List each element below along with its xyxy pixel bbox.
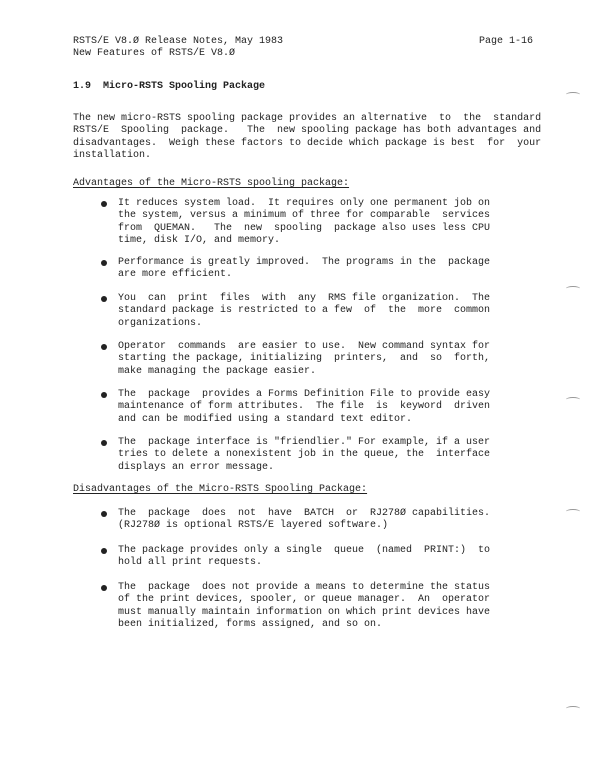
bullet-icon <box>101 344 107 350</box>
disadvantages-heading: Disadvantages of the Micro-RSTS Spooling Package: <box>73 484 368 495</box>
advantage-line: make managing the package easier. <box>118 365 317 377</box>
bullet-icon <box>101 440 107 446</box>
scan-mark <box>566 509 580 514</box>
disadvantage-line: (RJ278Ø is optional RSTS/E layered software.) <box>118 520 389 532</box>
bullet-icon <box>101 548 107 554</box>
advantage-line: time, disk I/O, and memory. <box>118 235 281 247</box>
disadvantage-line: The package does not have BATCH or RJ278Ø capabilities. <box>118 508 490 520</box>
advantage-line: You can print files with any RMS file organization. The <box>118 293 490 305</box>
advantage-line: maintenance of form attributes. The file is keyword driven <box>118 401 491 413</box>
advantage-line: organizations. <box>118 317 203 329</box>
scan-mark <box>566 397 580 402</box>
advantage-line: standard package is restricted to a few of the more common <box>118 305 491 317</box>
page-number: Page 1-16 <box>479 36 534 47</box>
disadvantage-line: The package does not provide a means to determine the status <box>118 582 490 594</box>
disadvantage-line: been initialized, forms assigned, and so on. <box>118 619 383 631</box>
disadvantage-line: must manually maintain information on which print devices have <box>118 606 491 618</box>
document-subtitle: New Features of RSTS/E V8.Ø <box>73 48 236 59</box>
advantage-line: the system, versus a minimum of three for comparable services <box>118 210 491 222</box>
intro-line: The new micro-RSTS spooling package provides an alternative to the standard <box>73 113 542 124</box>
disadvantage-line: of the print devices, spooler, or queue manager. An operator <box>118 594 491 606</box>
bullet-icon <box>101 201 107 207</box>
advantages-heading: Advantages of the Micro-RSTS spooling package: <box>73 178 350 189</box>
bullet-icon <box>101 511 107 517</box>
advantage-line: Performance is greatly improved. The programs in the package <box>118 257 490 269</box>
bullet-icon <box>101 296 107 302</box>
document-title: RSTS/E V8.Ø Release Notes, May 1983 <box>73 36 284 47</box>
bullet-icon <box>101 260 107 266</box>
disadvantage-line: The package provides only a single queue (named PRINT:) to <box>118 545 490 557</box>
disadvantage-line: hold all print requests. <box>118 557 263 569</box>
section-title: Micro-RSTS Spooling Package <box>103 81 266 92</box>
advantage-line: from QUEMAN. The new spooling package also uses less CPU <box>118 222 491 234</box>
section-number: 1.9 <box>73 81 92 92</box>
advantage-line: starting the package, initializing printers, and so forth, <box>118 353 491 365</box>
scan-mark <box>566 92 580 97</box>
intro-line: installation. <box>73 150 152 162</box>
intro-line: RSTS/E Spooling package. The new spooling package has both advantages and <box>73 125 542 137</box>
bullet-icon <box>101 585 107 591</box>
advantage-line: Operator commands are easier to use. New command syntax for <box>118 341 490 353</box>
advantage-line: are more efficient. <box>118 269 233 281</box>
advantage-line: tries to delete a nonexistent job in the queue, the interface <box>118 449 491 461</box>
scan-mark <box>566 706 580 711</box>
bullet-icon <box>101 392 107 398</box>
section-heading <box>73 81 265 93</box>
advantage-line: It reduces system load. It requires only one permanent job on <box>118 198 490 210</box>
advantage-line: The package interface is "friendlier." For example, if a user <box>118 437 490 449</box>
scan-mark <box>566 286 580 291</box>
advantage-line: displays an error message. <box>118 461 275 473</box>
advantage-line: and can be modified using a standard text editor. <box>118 413 413 425</box>
intro-line: disadvantages. Weigh these factors to decide which package is best for your <box>73 137 542 149</box>
advantage-line: The package provides a Forms Definition File to provide easy <box>118 389 490 401</box>
